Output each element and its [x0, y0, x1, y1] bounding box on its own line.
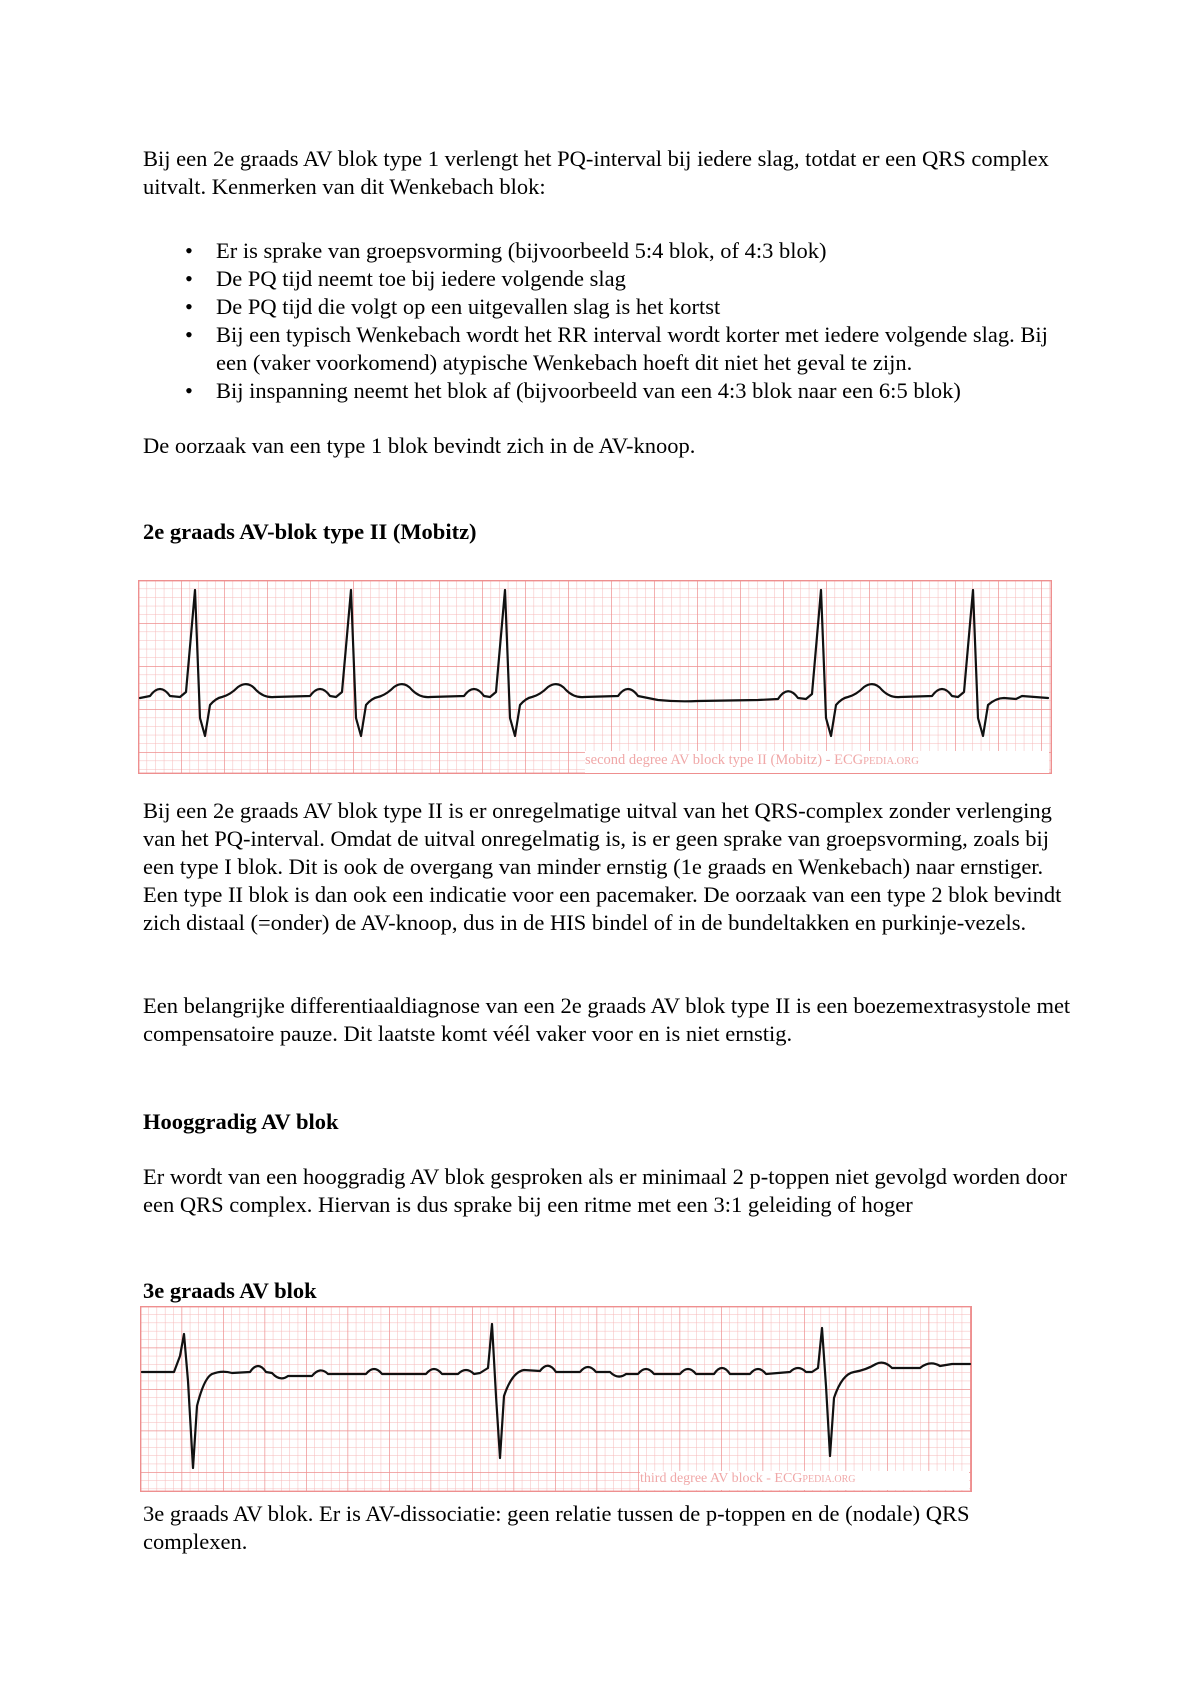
list-item: • De PQ tijd neemt toe bij iedere volgende slag: [185, 266, 626, 291]
third-degree-caption: 3e graads AV blok. Er is AV-dissociatie: geen relatie tussen de p-toppen en de (nodale) QRS complexen.: [143, 1501, 970, 1554]
mobitz-paragraph-2: Een belangrijke differentiaaldiagnose van een 2e graads AV blok type II is een boezemextrasystole met compensatoire pauze. Dit laatste komt véél vaker voor en is niet ernstig.: [143, 993, 1071, 1046]
type1-cause-text: De oorzaak van een type 1 blok bevindt zich in de AV-knoop.: [143, 433, 696, 458]
ecg-third-degree-strip: [140, 1306, 972, 1492]
ecg-mobitz-watermark: second degree AV block type II (Mobitz) - ECGPEDIA.ORG: [585, 751, 1049, 773]
third-degree-heading: 3e graads AV blok: [143, 1278, 317, 1303]
bullet-icon: •: [185, 294, 193, 319]
mobitz-paragraph-1: Bij een 2e graads AV blok type II is er onregelmatige uitval van het QRS-complex zonder verlenging van het PQ-interval. Omdat de uitval onregelmatig is, is er geen sprake van groepsvorming, zoals bij een type I blok. Dit is ook de overgang van minder ernstig (1e graads en Wenkebach) naar ernstiger. Een type II blok is dan ook een indicatie voor een pacemaker. De oorzaak van een type 2 blok bevindt zich distaal (=onder) de AV-knoop, dus in de HIS bindel of in de bundeltakken en purkinje-vezels.: [143, 798, 1062, 935]
bullet-icon: •: [185, 378, 193, 403]
bullet-icon: •: [185, 238, 193, 263]
highgrade-heading: Hooggradig AV blok: [143, 1109, 339, 1134]
ecg-mobitz-figure: [138, 580, 1052, 774]
ecg-grid: [138, 580, 1052, 774]
mobitz-heading: 2e graads AV-blok type II (Mobitz): [143, 519, 477, 544]
ecg-third-degree-watermark: third degree AV block - ECGPEDIA.ORG: [640, 1471, 969, 1490]
list-item: • Bij een typisch Wenkebach wordt het RR interval wordt korter met iedere volgende slag. Bij een (vaker voorkomend) atypische Wenkebach hoeft dit niet het geval te zijn.: [185, 322, 1048, 375]
intro-paragraph: Bij een 2e graads AV blok type 1 verlengt het PQ-interval bij iedere slag, totdat er een QRS complex uitvalt. Kenmerken van dit Wenkebach blok:: [143, 146, 1049, 199]
characteristics-list: [143, 237, 1073, 405]
list-item: • Bij inspanning neemt het blok af (bijvoorbeeld van een 4:3 blok naar een 6:5 blok): [185, 378, 961, 403]
ecg-grid: [140, 1306, 972, 1492]
ecg-third-degree-figure: [140, 1306, 972, 1492]
ecg-mobitz-strip: [138, 580, 1052, 774]
list-item: • De PQ tijd die volgt op een uitgevallen slag is het kortst: [185, 294, 721, 319]
highgrade-paragraph: Er wordt van een hooggradig AV blok gesproken als er minimaal 2 p-toppen niet gevolgd worden door een QRS complex. Hiervan is dus sprake bij een ritme met een 3:1 geleiding of hoger: [143, 1164, 1067, 1217]
list-item: • Er is sprake van groepsvorming (bijvoorbeeld 5:4 blok, of 4:3 blok): [185, 238, 827, 263]
bullet-icon: •: [185, 266, 193, 291]
bullet-icon: •: [185, 322, 193, 347]
